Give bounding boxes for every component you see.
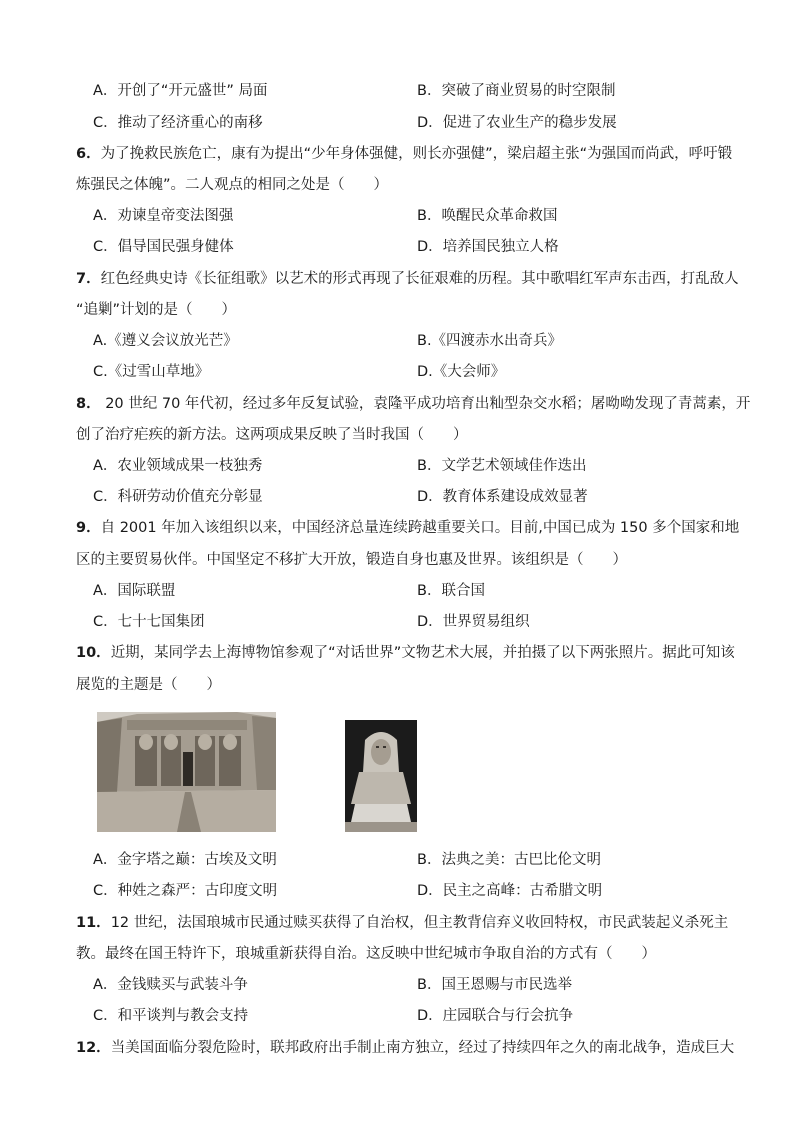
- line-q10d: [417, 882, 602, 900]
- line-text: 红色经典史诗《长征组歌》以艺术的形式再现了长征艰难的历程。其中歌唱红军声东击西，打乱敌人: [100, 271, 739, 287]
- line-text: A．劝谏皇帝变法图强: [93, 208, 234, 224]
- line-text: D．促进了农业生产的稳步发展: [417, 115, 617, 131]
- line-text: B．突破了商业贸易的时空限制: [417, 83, 616, 99]
- line-q8a: [93, 457, 262, 475]
- line-q11-2: [76, 945, 656, 963]
- line-text: D．培养国民独立人格: [417, 239, 559, 255]
- line-q9c: [93, 613, 205, 631]
- line-text: B．唤醒民众革命救国: [417, 208, 558, 224]
- line-text: B.《四渡赤水出奇兵》: [417, 333, 563, 349]
- line-q10-2: [76, 676, 221, 694]
- question-number: 12．: [76, 1040, 111, 1056]
- line-text: 创了治疗疟疾的新方法。这两项成果反映了当时我国（ ）: [76, 427, 468, 443]
- line-q12-1: [76, 1039, 734, 1057]
- line-q7c: [93, 363, 209, 381]
- line-text: C．科研劳动价值充分彰显: [93, 489, 263, 505]
- question-number: 9．: [76, 520, 101, 536]
- line-text: 为了挽救民族危亡，康有为提出“少年身体强健，则长亦强健”，梁启超主张“为强国而尚武，呼吁锻: [100, 146, 733, 162]
- line-text: C．和平谈判与教会支持: [93, 1008, 249, 1024]
- line-text: D．世界贸易组织: [417, 614, 530, 630]
- line-text: A．国际联盟: [93, 583, 176, 599]
- line-q7b: [417, 332, 562, 350]
- line-text: “追剿”计划的是（ ）: [76, 302, 237, 318]
- line-text: 20 世纪 70 年代初，经过多年反复试验，袁隆平成功培育出籼型杂交水稻；屠呦呦发现了青蒿素，开: [100, 396, 751, 412]
- line-q10-1: [76, 644, 735, 662]
- line-q10b: [417, 851, 601, 869]
- line-text: 炼强民之体魄”。二人观点的相同之处是（ ）: [76, 177, 389, 193]
- line-text: 展览的主题是（ ）: [76, 677, 221, 693]
- line-q7a: [93, 332, 238, 350]
- question-number: 6．: [76, 146, 101, 162]
- line-text: B．国王恩赐与市民选举: [417, 977, 572, 993]
- line-text: C．种姓之森严：古印度文明: [93, 883, 278, 899]
- line-text: A.《遵义会议放光芒》: [93, 333, 238, 349]
- line-text: D．教育体系建设成效显著: [417, 489, 588, 505]
- line-q6c: [93, 238, 234, 256]
- line-q6a: [93, 207, 233, 225]
- line-text: 12 世纪，法国琅城市民通过赎买获得了自治权，但主教背信弃义收回特权，市民武装起义杀死主: [110, 915, 729, 931]
- line-q9d: [417, 613, 530, 631]
- line-q7d: [417, 363, 505, 381]
- line-text: D．庄园联合与行会抗争: [417, 1008, 574, 1024]
- line-q6d: [417, 238, 559, 256]
- line-q5b: [417, 82, 615, 100]
- line-text: D.《大会师》: [417, 364, 506, 380]
- question-number: 10．: [76, 645, 111, 661]
- line-q10c: [93, 882, 277, 900]
- line-q7-1: [76, 270, 739, 288]
- line-q11-1: [76, 914, 728, 932]
- sphinx-statue-photo: [345, 720, 417, 832]
- line-text: 当美国面临分裂危险时，联邦政府出手制止南方独立，经过了持续四年之久的南北战争，造成巨大: [110, 1040, 735, 1056]
- line-q9b: [417, 582, 485, 600]
- line-text: A．农业领域成果一枝独秀: [93, 458, 263, 474]
- line-text: A．金字塔之巅：古埃及文明: [93, 852, 277, 868]
- line-q11b: [417, 976, 572, 994]
- line-text: C．推动了经济重心的南移: [93, 115, 263, 131]
- line-q7-2: [76, 301, 236, 319]
- question-number: 7．: [76, 271, 101, 287]
- line-q11d: [417, 1007, 573, 1025]
- line-q5a: [93, 82, 268, 100]
- line-text: C．倡导国民强身健体: [93, 239, 234, 255]
- line-text: B．文学艺术领域佳作迭出: [417, 458, 587, 474]
- line-q8c: [93, 488, 263, 506]
- line-text: C.《过雪山草地》: [93, 364, 210, 380]
- line-q8-1: [76, 395, 750, 413]
- line-q10a: [93, 851, 277, 869]
- line-q5d: [417, 114, 617, 132]
- line-q6-2: [76, 176, 388, 194]
- line-q6b: [417, 207, 557, 225]
- line-q8b: [417, 457, 586, 475]
- line-q8-2: [76, 426, 468, 444]
- line-q9-1: [76, 519, 739, 537]
- abu-simbel-temple-photo: [97, 712, 276, 832]
- line-text: D．民主之高峰：古希腊文明: [417, 883, 603, 899]
- line-q9-2: [76, 551, 627, 569]
- line-text: C．七十七国集团: [93, 614, 205, 630]
- line-text: A．金钱赎买与武装斗争: [93, 977, 248, 993]
- line-text: 近期，某同学去上海博物馆参观了“对话世界”文物艺术大展，并拍摄了以下两张照片。据此可知该: [110, 645, 735, 661]
- line-q11c: [93, 1007, 248, 1025]
- line-text: A．开创了“开元盛世” 局面: [93, 83, 268, 99]
- question-number: 11．: [76, 915, 111, 931]
- line-text: B．法典之美：古巴比伦文明: [417, 852, 601, 868]
- line-q6-1: [76, 145, 732, 163]
- line-q5c: [93, 114, 263, 132]
- line-text: 教。最终在国王特许下，琅城重新获得自治。这反映中世纪城市争取自治的方式有（ ）: [76, 946, 656, 962]
- question-number: 8．: [76, 396, 101, 412]
- line-q8d: [417, 488, 588, 506]
- line-text: B．联合国: [417, 583, 485, 599]
- line-text: 区的主要贸易伙伴。中国坚定不移扩大开放，锻造自身也惠及世界。该组织是（ ）: [76, 552, 627, 568]
- line-q9a: [93, 582, 175, 600]
- line-text: 自 2001 年加入该组织以来，中国经济总量连续跨越重要关口。目前,中国已成为 150 多个国家和地: [100, 520, 740, 536]
- line-q11a: [93, 976, 248, 994]
